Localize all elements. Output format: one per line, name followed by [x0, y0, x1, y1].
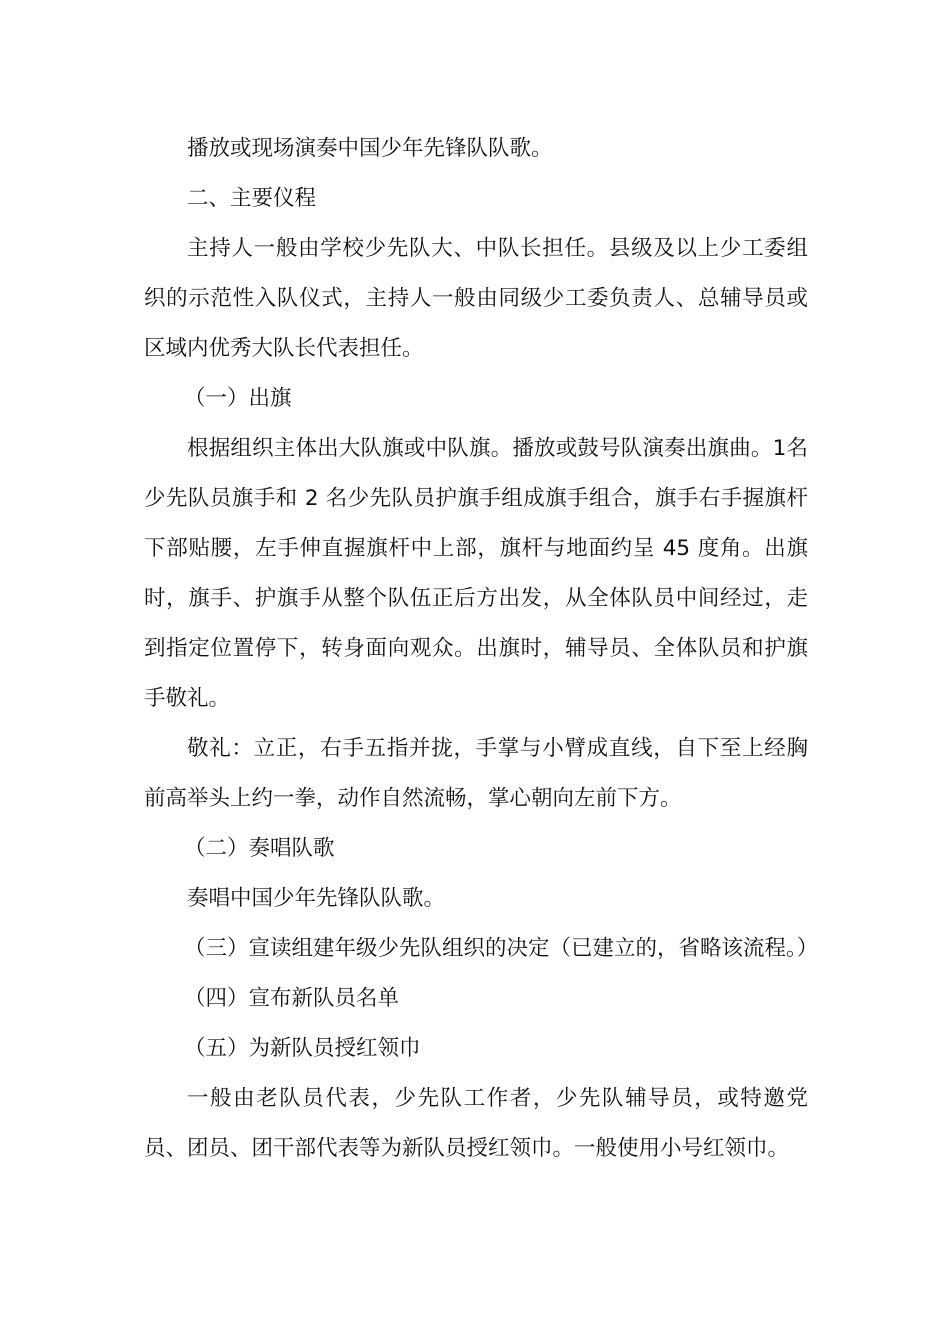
- paragraph-flag-out: 根据组织主体出大队旗或中队旗。播放或鼓号队演奏出旗曲。1名少先队员旗手和 2 名少先队员护旗手组成旗手组合，旗手右手握旗杆下部贴腰，左手伸直握旗杆中上部，旗杆与地面约呈 45 度角。出旗时，旗手、护旗手从整个队伍正后方出发，从全体队员中间经过，走到指定位置停下，转身面向观众。出旗时，辅导员、全体队员和护旗手敬礼。: [144, 436, 808, 711]
- subheading-read-decision: （三）宣读组建年级少先队组织的决定（已建立的，省略该流程。）: [184, 936, 819, 961]
- paragraph-red-scarf: 一般由老队员代表，少先队工作者，少先队辅导员，或特邀党员、团员、团干部代表等为新队员授红领巾。一般使用小号红领巾。: [144, 1086, 808, 1161]
- document-page: [144, 124, 819, 1174]
- subheading-red-scarf: （五）为新队员授红领巾: [184, 1036, 421, 1061]
- paragraph-salute: 敬礼：立正，右手五指并拢，手掌与小臂成直线，自下至上经胸前高举头上约一拳，动作自然流畅，掌心朝向左前下方。: [144, 736, 808, 811]
- subheading-sing-anthem: （二）奏唱队歌: [184, 836, 335, 861]
- section-heading-main-procedure: 二、主要仪程: [187, 186, 317, 211]
- subheading-announce-list: （四）宣布新队员名单: [184, 986, 400, 1011]
- paragraph-host: 主持人一般由学校少先队大、中队长担任。县级及以上少工委组织的示范性入队仪式，主持人一般由同级少工委负责人、总辅导员或区域内优秀大队长代表担任。: [144, 236, 808, 361]
- subheading-flag-out: （一）出旗: [184, 386, 292, 411]
- paragraph-anthem-play: 播放或现场演奏中国少年先锋队队歌。: [187, 136, 553, 161]
- paragraph-sing-anthem: 奏唱中国少年先锋队队歌。: [187, 886, 446, 911]
